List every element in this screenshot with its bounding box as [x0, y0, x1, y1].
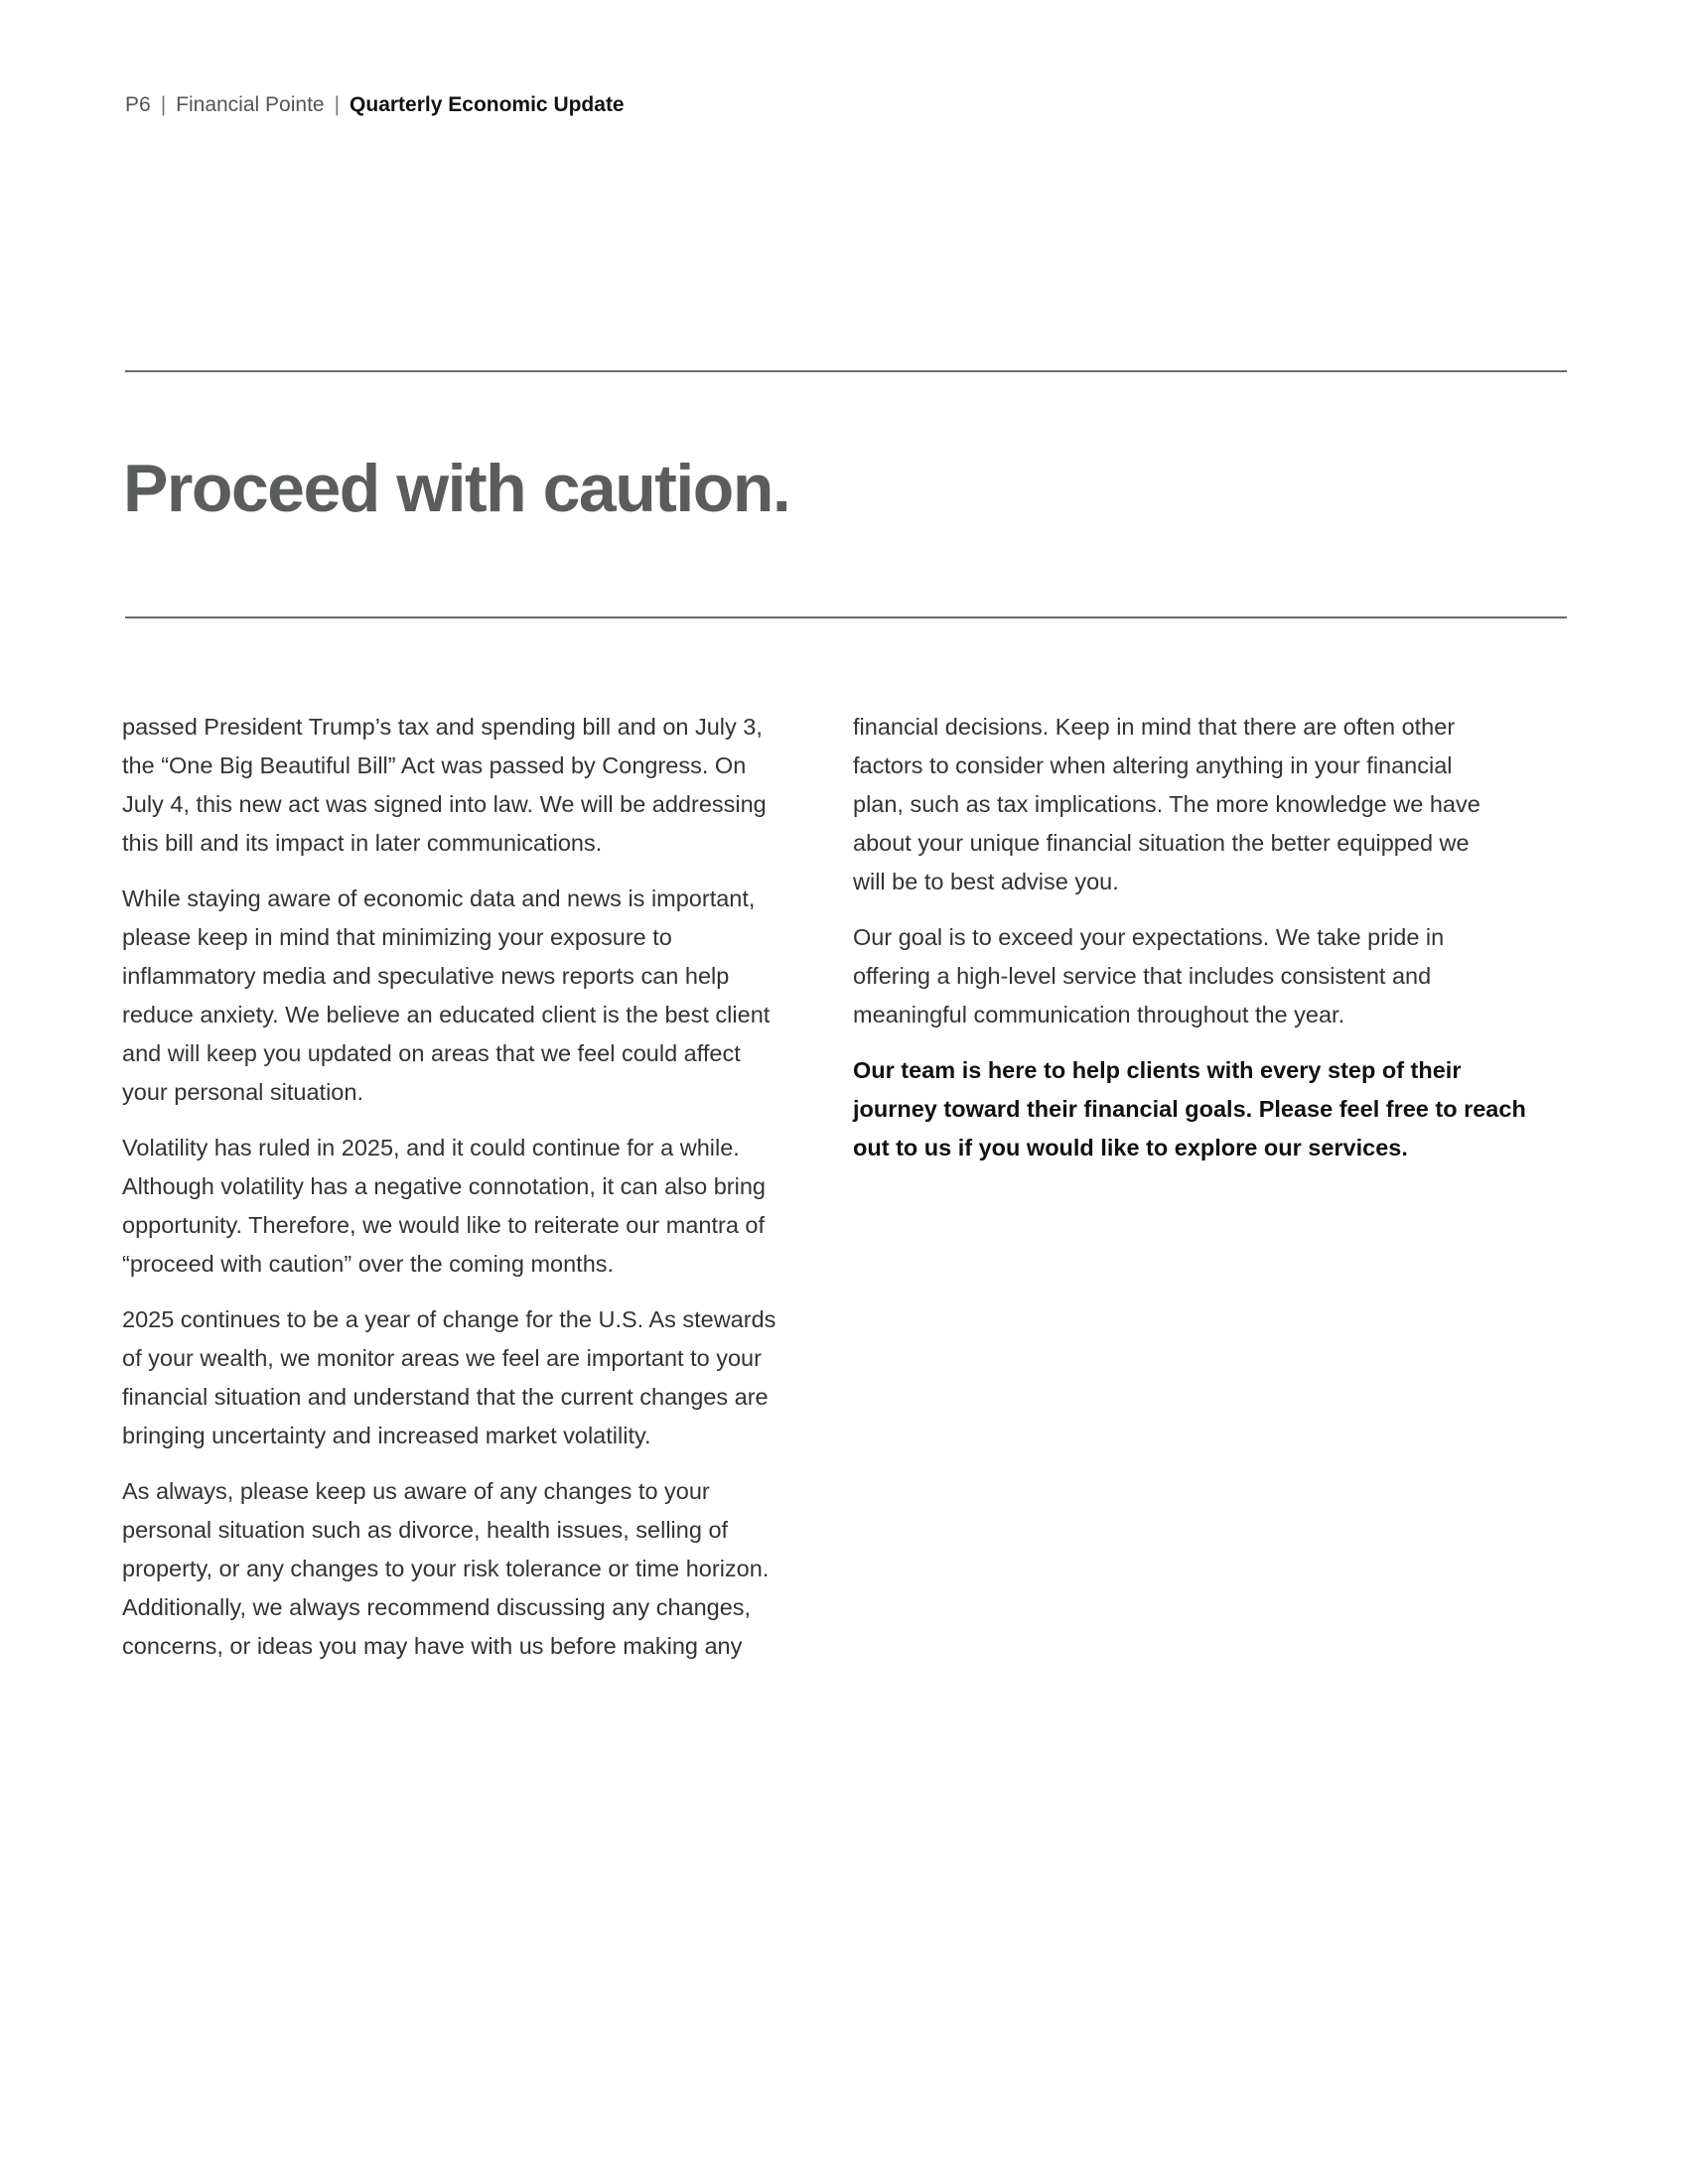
text-line: July 4, this new act was signed into law. We will be addressing: [122, 791, 767, 817]
text-line: opportunity. Therefore, we would like to reiterate our mantra of: [122, 1212, 766, 1238]
text-line: the “One Big Beautiful Bill” Act was passed by Congress. On: [122, 752, 747, 778]
text-line: Our goal is to exceed your expectations. We take pride in: [853, 924, 1445, 950]
header-divider: |: [334, 93, 341, 116]
header-divider: |: [160, 93, 167, 116]
text-line: As always, please keep us aware of any changes to your: [122, 1478, 710, 1504]
text-line: concerns, or ideas you may have with us before making any: [122, 1633, 743, 1659]
paragraph: [853, 708, 1556, 901]
document-title: Quarterly Economic Update: [350, 93, 625, 116]
left-column: [122, 708, 825, 1683]
paragraph: [122, 708, 825, 863]
paragraph: [122, 1129, 825, 1284]
text-line: Additionally, we always recommend discussing any changes,: [122, 1594, 752, 1620]
text-line: bringing uncertainty and increased market volatility.: [122, 1423, 651, 1448]
text-line: journey toward their financial goals. Please feel free to reach: [853, 1096, 1526, 1122]
paragraph: [853, 918, 1556, 1034]
page-number: P6: [125, 93, 151, 116]
text-line: your personal situation.: [122, 1079, 363, 1105]
text-line: of your wealth, we monitor areas we feel are important to your: [122, 1345, 762, 1371]
call-to-action-paragraph: [853, 1051, 1556, 1167]
paragraph: [122, 1472, 825, 1666]
top-divider: [125, 370, 1567, 372]
text-line: property, or any changes to your risk tolerance or time horizon.: [122, 1556, 770, 1581]
text-line: passed President Trump’s tax and spending bill and on July 3,: [122, 714, 763, 740]
text-line: and will keep you updated on areas that we feel could affect: [122, 1040, 741, 1066]
right-column: [853, 708, 1556, 1184]
text-line: inflammatory media and speculative news reports can help: [122, 963, 730, 989]
text-line: “proceed with caution” over the coming months.: [122, 1251, 615, 1277]
paragraph: [122, 880, 825, 1112]
page-title: Proceed with caution.: [123, 451, 790, 526]
text-line: Our team is here to help clients with every step of their: [853, 1057, 1462, 1083]
text-line: 2025 continues to be a year of change for the U.S. As stewards: [122, 1306, 776, 1332]
text-line: this bill and its impact in later communications.: [122, 830, 603, 856]
text-line: meaningful communication throughout the year.: [853, 1002, 1345, 1027]
text-line: plan, such as tax implications. The more knowledge we have: [853, 791, 1480, 817]
text-line: While staying aware of economic data and news is important,: [122, 886, 756, 911]
text-line: out to us if you would like to explore our services.: [853, 1135, 1408, 1160]
text-line: will be to best advise you.: [853, 869, 1119, 894]
page-header: [125, 93, 625, 117]
text-line: Volatility has ruled in 2025, and it could continue for a while.: [122, 1135, 740, 1160]
bottom-divider: [125, 616, 1567, 618]
brand-name: Financial Pointe: [176, 93, 325, 116]
paragraph: [122, 1300, 825, 1455]
text-line: personal situation such as divorce, health issues, selling of: [122, 1517, 729, 1543]
text-line: about your unique financial situation the better equipped we: [853, 830, 1470, 856]
text-line: please keep in mind that minimizing your exposure to: [122, 924, 672, 950]
text-line: financial decisions. Keep in mind that there are often other: [853, 714, 1456, 740]
text-line: financial situation and understand that the current changes are: [122, 1384, 769, 1410]
text-line: Although volatility has a negative connotation, it can also bring: [122, 1173, 766, 1199]
text-line: factors to consider when altering anything in your financial: [853, 752, 1453, 778]
text-line: offering a high-level service that includes consistent and: [853, 963, 1432, 989]
text-line: reduce anxiety. We believe an educated client is the best client: [122, 1002, 771, 1027]
